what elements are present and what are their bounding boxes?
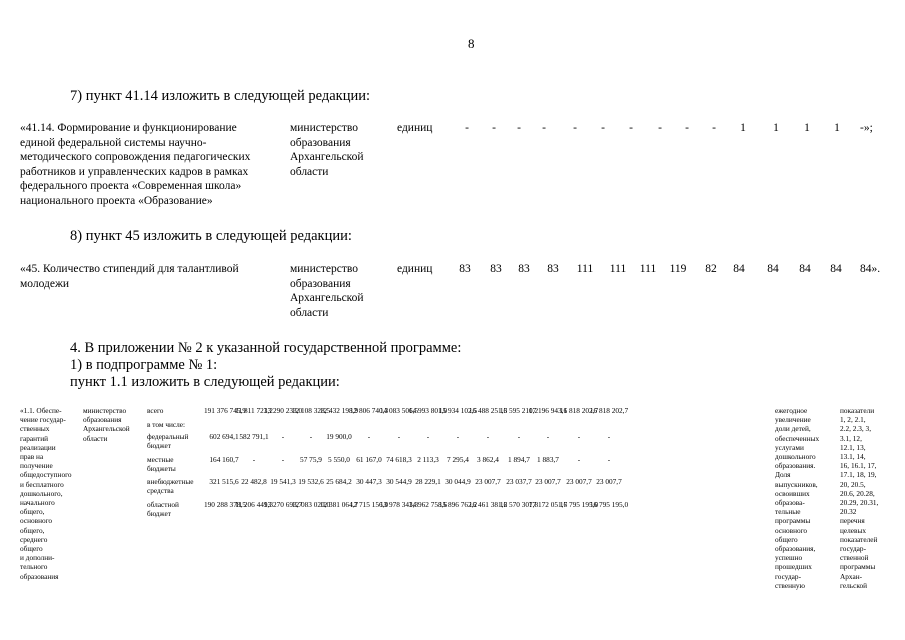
- result-line: тельные: [775, 507, 801, 517]
- result-line: основного: [775, 525, 808, 535]
- title-line: ственных: [20, 424, 50, 434]
- table-cell: -: [607, 455, 611, 464]
- value-cell: 84: [767, 263, 779, 275]
- value-cell: 84: [799, 263, 811, 275]
- item7-unit: единиц: [397, 122, 433, 134]
- table-col-indicators: [840, 406, 902, 590]
- item8-heading: 8) пункт 45 изложить в следующей редакции:: [70, 228, 352, 244]
- value-cell: 83: [490, 263, 502, 275]
- item7-heading: 7) пункт 41.14 изложить в следующей редакции:: [70, 88, 370, 104]
- table-cell: 11 206 449,3: [234, 500, 274, 509]
- table-row-label: [147, 455, 176, 473]
- indicator-line: перечня: [840, 516, 865, 526]
- title-line: и дополни-: [20, 553, 55, 563]
- table-cell: 23 007,7: [596, 477, 622, 486]
- table-cell: 17 172 051,7: [528, 500, 568, 509]
- table-cell: 16 595 210,2: [499, 406, 539, 415]
- result-line: государ-: [775, 571, 802, 581]
- table-cell: 2 113,3: [417, 455, 439, 464]
- value-cell: 1: [740, 122, 746, 134]
- table-cell: 23 007,7: [566, 477, 592, 486]
- title-line: основного: [20, 516, 53, 526]
- result-line: услугами: [775, 442, 804, 452]
- table-cell: 12 806 740,3: [349, 406, 389, 415]
- indicator-line: 2.2, 2.3, 3,: [840, 424, 872, 434]
- value-cell: 1: [834, 122, 840, 134]
- value-cell: 83: [459, 263, 471, 275]
- table-cell: 16 488 251,3: [468, 406, 508, 415]
- table-cell: 191 376 745,9: [204, 406, 246, 415]
- value-cell: -: [601, 122, 605, 134]
- table-cell: -: [546, 432, 550, 441]
- result-line: дошкольного: [775, 452, 816, 462]
- row-label-line: бюджеты: [147, 464, 176, 474]
- indicator-line: ственной: [840, 553, 869, 563]
- ministry-line: образования: [290, 136, 351, 149]
- desc-line: единой федеральной системы научно-: [20, 136, 207, 149]
- value-cell: -: [629, 122, 633, 134]
- desc-line: молодежи: [20, 277, 70, 290]
- table-cell: 15 934 102,5: [438, 406, 478, 415]
- table-cell: 23 037,7: [506, 477, 532, 486]
- table-cell: -: [456, 432, 460, 441]
- ministry-line: министерство: [290, 263, 358, 275]
- section4-line1: 4. В приложении № 2 к указанной государственной программе:: [70, 340, 462, 356]
- value-cell: -: [712, 122, 716, 134]
- table-cell: 30 447,3: [356, 477, 382, 486]
- indicator-line: Архан-: [840, 571, 863, 581]
- result-line: ежегодное: [775, 406, 808, 415]
- indicator-line: 1, 2, 2.1,: [840, 415, 866, 425]
- indicator-line: 13.1, 14,: [840, 452, 866, 462]
- row-label-line: федеральный: [147, 432, 189, 441]
- table-cell: 16 795 195,0: [589, 500, 629, 509]
- ministry-line: министерство: [83, 406, 127, 415]
- value-cell: 111: [576, 263, 594, 275]
- table-cell: 23 007,7: [475, 477, 501, 486]
- table-cell: 28 229,1: [415, 477, 441, 486]
- title-line: реализации: [20, 442, 56, 452]
- table-cell: 13 270 693,7: [263, 500, 303, 509]
- value-cell: 84».: [859, 263, 881, 275]
- table-row-label: [147, 420, 185, 429]
- value-cell: -: [685, 122, 689, 134]
- table-col-result: [775, 406, 837, 590]
- title-line: «1.1. Обеспе-: [20, 406, 62, 415]
- ministry-line: образования: [83, 415, 122, 425]
- table-cell: 15 896 762,2: [438, 500, 478, 509]
- result-line: образования,: [775, 544, 816, 554]
- table-cell: -: [367, 432, 371, 441]
- table-cell: 7 295,4: [447, 455, 469, 464]
- table-cell: -: [517, 432, 521, 441]
- section4-line3: пункт 1.1 изложить в следующей редакции:: [70, 374, 340, 390]
- result-line: общего: [775, 534, 798, 544]
- value-cell: 119: [669, 263, 687, 275]
- value-cell: 82: [705, 263, 717, 275]
- title-line: общего,: [20, 525, 45, 535]
- ministry-line: Архангельской: [83, 424, 130, 434]
- table-cell: 1 894,7: [508, 455, 530, 464]
- indicator-line: 20.29, 20.31,: [840, 498, 879, 508]
- value-cell: 83: [547, 263, 559, 275]
- result-line: освоивших: [775, 488, 810, 498]
- table-cell: 19 532,6: [298, 477, 324, 486]
- table-cell: 19 541,3: [270, 477, 296, 486]
- table-cell: -: [577, 432, 581, 441]
- row-label-line: внебюджетные: [147, 477, 194, 486]
- indicator-line: 3.1, 12,: [840, 433, 862, 443]
- desc-line: национального проекта «Образование»: [20, 194, 213, 207]
- table-cell: 190 288 378,5: [204, 500, 246, 509]
- table-cell: 61 167,0: [356, 455, 382, 464]
- table-cell: -: [309, 432, 313, 441]
- table-cell: 602 694,1: [209, 432, 239, 441]
- table-cell: 30 544,9: [386, 477, 412, 486]
- table-cell: 13 978 343,3: [379, 500, 419, 509]
- title-line: среднего: [20, 534, 48, 544]
- table-cell: 164 160,7: [209, 455, 239, 464]
- desc-line: работников и управленческих кадров в рамках: [20, 165, 249, 178]
- ministry-line: области: [290, 165, 329, 178]
- table-cell: 1 883,7: [537, 455, 559, 464]
- title-line: получение: [20, 461, 53, 471]
- result-line: программы: [775, 516, 811, 526]
- table-cell: 19 900,0: [326, 432, 352, 441]
- table-cell: 12 108 328,5: [291, 406, 331, 415]
- table-cell: 16 795 195,0: [559, 500, 599, 509]
- ministry-line: области: [290, 306, 329, 319]
- table-cell: 57 75,9: [300, 455, 322, 464]
- row-label-line: средства: [147, 486, 174, 496]
- result-line: увеличение: [775, 415, 811, 425]
- title-line: гарантий: [20, 433, 49, 443]
- value-cell: -: [658, 122, 662, 134]
- desc-line: «45. Количество стипендий для талантливой: [20, 263, 239, 275]
- table-cell: -: [252, 455, 256, 464]
- ministry-line: Архангельской: [290, 292, 364, 304]
- page-number: 8: [468, 36, 475, 51]
- value-cell: -: [465, 122, 469, 134]
- ministry-line: области: [83, 433, 108, 443]
- table-row-label: [147, 432, 188, 450]
- desc-line: «41.14. Формирование и функционирование: [20, 122, 237, 134]
- table-cell: 22 482,8: [241, 477, 267, 486]
- section4-line2: 1) в подпрограмме № 1:: [70, 357, 218, 373]
- table-cell: -: [607, 432, 611, 441]
- table-cell: 5 550,0: [328, 455, 350, 464]
- table-row-label: [147, 477, 194, 495]
- table-cell: 11 811 723,2: [235, 406, 273, 415]
- result-line: образова-: [775, 498, 805, 508]
- result-line: доли детей,: [775, 424, 811, 434]
- indicator-line: 20.32: [840, 507, 857, 517]
- table-cell: 30 044,9: [445, 477, 471, 486]
- value-cell: 1: [773, 122, 779, 134]
- row-label-line: бюджет: [147, 441, 171, 451]
- table-cell: 14 962 758,6: [408, 500, 448, 509]
- value-cell: 111: [609, 263, 627, 275]
- value-cell: -: [492, 122, 496, 134]
- table-cell: 16 818 202,7: [559, 406, 599, 415]
- table-row-label: [147, 406, 163, 415]
- table-cell: 16 570 307,8: [499, 500, 539, 509]
- value-cell: 84: [830, 263, 842, 275]
- table-cell: -: [397, 432, 401, 441]
- title-line: дошкольного,: [20, 488, 63, 498]
- indicator-line: государ-: [840, 544, 867, 554]
- table-cell: -: [426, 432, 430, 441]
- table-cell: 14 993 801,0: [408, 406, 448, 415]
- ministry-line: министерство: [290, 122, 358, 134]
- table-cell: 12 083 020,0: [291, 500, 331, 509]
- table-cell: -: [577, 455, 581, 464]
- indicator-line: целевых: [840, 525, 867, 535]
- table-cell: 12 381 064,7: [319, 500, 359, 509]
- table-cell: 17 196 943,1: [528, 406, 568, 415]
- table-cell: -: [281, 455, 285, 464]
- indicator-line: показателей: [840, 534, 878, 544]
- title-line: тельного: [20, 562, 48, 572]
- indicator-line: 20, 20.5,: [840, 479, 866, 489]
- table-cell: 16 461 381,2: [468, 500, 508, 509]
- result-line: Доля: [775, 470, 791, 480]
- row-label-line: бюджет: [147, 509, 171, 519]
- value-cell: -: [517, 122, 521, 134]
- title-line: прав на: [20, 452, 44, 462]
- value-cell: 83: [518, 263, 530, 275]
- table-cell: -: [486, 432, 490, 441]
- indicator-line: 12.1, 13,: [840, 442, 866, 452]
- value-cell: 1: [804, 122, 810, 134]
- indicator-line: 20.6, 20.28,: [840, 488, 875, 498]
- table-row-label: [147, 500, 179, 518]
- desc-line: методического сопровождения педагогических: [20, 151, 251, 163]
- row-label-line: всего: [147, 406, 164, 415]
- desc-line: федерального проекта «Современная школа»: [20, 180, 242, 192]
- title-line: чение государ-: [20, 415, 66, 425]
- row-label-line: областной: [147, 500, 179, 509]
- ministry-line: Архангельской: [290, 151, 364, 163]
- indicator-line: гельской: [840, 580, 868, 590]
- value-cell: -: [542, 122, 546, 134]
- table-cell: 25 684,2: [326, 477, 352, 486]
- result-line: образования.: [775, 461, 816, 471]
- table-cell: 3 862,4: [477, 455, 499, 464]
- table-cell: 12 432 198,9: [319, 406, 359, 415]
- value-cell: -: [573, 122, 577, 134]
- ministry-line: образования: [290, 277, 351, 290]
- title-line: общедоступного: [20, 470, 72, 480]
- row-label-line: в том числе:: [147, 420, 186, 429]
- table-cell: 16 818 202,7: [589, 406, 629, 415]
- title-line: общего,: [20, 507, 45, 517]
- table-cell: 321 515,6: [209, 477, 239, 486]
- row-label-line: местные: [147, 455, 174, 464]
- table-cell: 23 007,7: [535, 477, 561, 486]
- result-line: обеспеченных: [775, 433, 820, 443]
- table-cell: -: [281, 432, 285, 441]
- title-line: начального: [20, 498, 55, 508]
- table-cell: 14 083 506,5: [379, 406, 419, 415]
- table-cell: 582 791,1: [239, 432, 269, 441]
- title-line: и бесплатного: [20, 479, 64, 489]
- indicator-line: показатели: [840, 406, 875, 415]
- table-cell: 74 618,3: [386, 455, 412, 464]
- item8-unit: единиц: [397, 263, 433, 275]
- indicator-line: 17.1, 18, 19,: [840, 470, 877, 480]
- title-line: общего: [20, 544, 43, 554]
- title-line: образования: [20, 571, 59, 581]
- indicator-line: программы: [840, 562, 876, 572]
- result-line: выпускников,: [775, 479, 818, 489]
- indicator-line: 16, 16.1, 17,: [840, 461, 877, 471]
- value-cell: 84: [733, 263, 745, 275]
- item7-end: -»;: [860, 122, 873, 134]
- value-cell: 111: [639, 263, 657, 275]
- result-line: успешно: [775, 553, 803, 563]
- table-cell: 13 290 233,0: [263, 406, 303, 415]
- result-line: прошедших: [775, 562, 812, 572]
- table-cell: 12 715 156,0: [349, 500, 389, 509]
- result-line: ственную: [775, 580, 805, 590]
